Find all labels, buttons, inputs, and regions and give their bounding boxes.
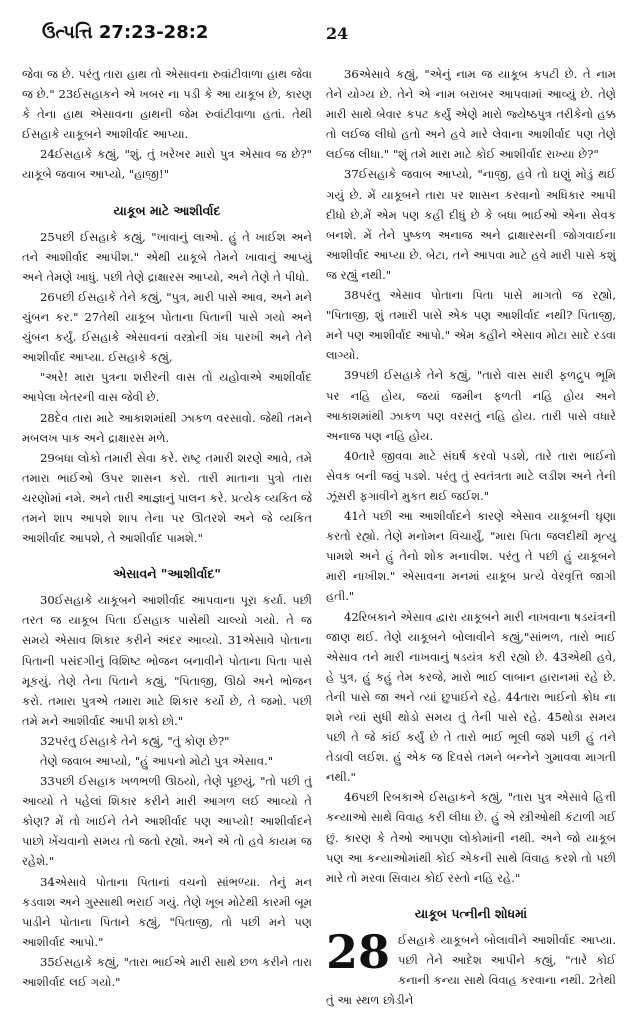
section-heading-esau-blessing: એસાવને "આશીર્વાદ" <box>113 566 221 582</box>
section-heading-blessing-jacob: યાકૂબ માટે આશીર્વાદ <box>113 202 221 218</box>
verse-paragraph: 40તારે જીવવા માટે સંઘર્ષ કરવો પડશે, તારે તારા ભાઈનો સેવક બની જવું પડશે. પરંતુ તું સ્વતંત્રતા માટે લડીશ અને તેની ઝૂંસરી ફગાવીને મુકત થઈ જઈશ." <box>326 448 616 503</box>
chapter-start-paragraph <box>326 924 616 1010</box>
verse-paragraph: જેવા જ છે. પરંતુ તારા હાથ તો એસાવના રુવાંટીવાળા હાથ જેવા જ છે." 23ઈસહાકને એ ખબર ના પડી કે આ યાકૂબ છે, કારણ કે તેના હાથ એસાવના હાથની જેમ રુવાંટીવાળા હતાં. તેથી ઈસહાકે યાકૂબને આશીર્વાદ આપ્યા. <box>22 67 312 142</box>
page-header <box>20 0 618 52</box>
verse-paragraph: તેણે જવાબ આપ્યો, "હું આપનો મોટો પુત્ર એસાવ." <box>40 754 274 768</box>
verse-paragraph: 32પરંતુ ઈસહાકે તેને કહ્યું, "તું કોણ છે?" <box>40 733 230 748</box>
page-number: 24 <box>326 24 349 43</box>
verse-paragraph: 29બધા લોકો તમારી સેવા કરે. રાષ્ટ્ર તમારી શરણે આવે, તમે તમારા ભાઈઓ ઉપર શાસન કરો. તારી માતાના પુત્રો તારા ચરણોમાં નમે. અને તારી આજ્ઞાનું પાલન કરે. પ્રત્યેક વ્યકિત જે તમને શાપ આપશે શાપ તેના પર ઊતરશે અને જે વ્યકિત આશીર્વાદ આપશે, તે આશીર્વાદ પામશે." <box>22 450 312 546</box>
verse-paragraph: 36એસાવે કહ્યું, "એનું નામ જ યાકૂબ કપટી છે. તે નામ તેને યોગ્ય છે. તેને એ નામ બરાબર આપવામાં આવ્યું છે. તેણે મારી સાથે બેવાર કપટ કર્યું એણે મારો જ્યેષ્ઠપુત્ર તરીકેનો હક્ક તો લઈજ લીધો હતો અને હવે મારે લેવાના આશીર્વાદ પણ તેણે લઈજ લીધા." "શું તમે મારા માટે કોઈ આશીર્વાદ રાખ્યા છે?" <box>326 67 616 162</box>
verse-paragraph: "અરે! મારા પુત્રના શરીરની વાસ તો યહોવાએ આશીર્વાદ આપેલા ખેતરની વાસ જેવી છે. <box>22 370 312 405</box>
verse-paragraph: 46પછી રિબકાએ ઈસહાકને કહ્યું, "તારા પુત્ર એસાવે હિત્તી કન્યાઓ સાથે વિવાહ કરી લીધા છે. હું એ સ્ત્રીઓથી કંટાળી ગઈ છું. કારણ કે તેઓ આપણા લોકોમાંની નથી. અને જો યાકૂબ પણ આ કન્યાઓમાંથી કોઈ એકની સાથે વિવાહ કરશે તો પછી મારે તો મરવા સિવાય કોઈ રસ્તો નહિ રહે." <box>326 790 616 885</box>
running-header-reference: ઉત્પત્તિ 27:23-28:2 <box>42 22 209 43</box>
verse-paragraph: 39પછી ઈસહાકે તેને કહ્યું, "તારો વાસ સારી ફળદ્રુપ ભૂમિ પર નહિ હોય, જયાં જમીન ફળતી નહિ હોય અને આકાશમાંથી ઝાકળ પણ વરસતું નહિ હોય. તારી પાસે વધારે અનાજ પણ નહિ હોય. <box>326 368 616 443</box>
verse-paragraph: 34એસાવે પોતાના પિતાનાં વચનો સાંભળ્યા. તેનું મન કડવાશ અને ગુસ્સાથી ભરાઈ ગયું. તેણે ખૂબ મોટેથી કારમી બૂમ પાડીને પોતાના પિતાને કહ્યું, "પિતાજી, તો પછી મને પણ આશીર્વાદ આપો." <box>22 874 312 949</box>
verse-paragraph: 24ઈસહાકે કહ્યું, "શું, તું ખરેખર મારો પુત્ર એસાવ જ છે?" યાકૂબે જવાબ આપ્યો, "હાજી!" <box>22 147 312 182</box>
left-column <box>22 64 312 990</box>
verse-paragraph: 25પછી ઈસહાકે કહ્યું, "ખાવાનું લાઓ. હું તે ખાઈશ અને તને આશીર્વાદ આપીશ." એથી યાકૂબે તેમને ખાવાનું આપ્યું અને તેમણે ખાધું. પછી તેણે દ્રાક્ષારસ આપ્યો, અને તેણે તે પીધો. <box>22 229 312 284</box>
section-heading-wife-search: યાકૂબ પત્નીની શોધમાં <box>414 905 528 921</box>
text-columns <box>22 64 616 1008</box>
chapter-number: 28 <box>326 924 391 979</box>
verse-paragraph: 41તે પછી આ આશીર્વાદને કારણે એસાવ યાકૂબની ઘૃણા કરતો રહ્યો. તેણે મનોમન વિચાર્યું, "મારા પિતા જલદીથી મૃત્યુ પામશે અને હું તેનો શોક મનાવીશ. પરંતુ તે પછી હું યાકૂબને મારી નાખીશ." એસાવના મનમાં યાકૂબ પ્રત્યે વેરવૃત્તિ જાગી હતી." <box>326 509 616 604</box>
verse-paragraph: 38પરંતુ એસાવ પોતાના પિતા પાસે માગતો જ રહ્યો, "પિતાજી, શું તમારી પાસે એક પણ આશીર્વાદ નથી? પિતાજી, મને પણ આશીર્વાદ આપો." એમ કહીને એસાવ મોટા સાદે રડવા લાગ્યો. <box>326 288 616 363</box>
chapter-text: ઈસહાકે યાકૂબને બોલાવીને આશીર્વાદ આપ્યા. પછી તેને આદેશ આપીને કહ્યું, "તારે કોઈ કનાની કન્યા સાથે વિવાહ કરવાના નથી. 2તેથી તું આ સ્થળ છોડીને <box>326 932 616 1008</box>
verse-paragraph: 42રિબકાને એસાવ દ્વારા યાકૂબને મારી નાખવાના ષડયંત્રની જાણ થઈ. તેણે યાકૂબને બોલાવીને કહ્યું,"સાંભળ, તારો ભાઈ એસાવ તને મારી નાખવાનું ષડયંત્ર કરી રહ્યો છે. 43એથી હવે, હે પુત્ર, હું કહું તેમ કરજે, મારો ભાઈ લાબાન હારાનમાં રહે છે. તેની પાસે જા અને ત્યાં છુપાઈને રહે. 44તારા ભાઈનો ક્રોધ ના શમે ત્યાં સુધી થોડો સમય તું તેની પાસે રહે. 45થોડા સમય પછી તે જે કાંઈ કર્યું છે તે તારો ભાઈ ભૂલી જશે પછી હું તને તેડાવી લઈશ. હું એક જ દિવસે તમને બન્નેને ગુમાવવા માગતી નથી." <box>326 609 616 785</box>
verse-paragraph: 37ઈસહાકે જવાબ આપ્યો, "નાજી, હવે તો ઘણું મોડું થઈ ગયું છે. મેં યાકૂબને તારા પર શાસન કરવાનો અધિકાર આપી દીધો છે.મેં એમ પણ કહી દીધું છે કે બધા ભાઈઓ એના સેવક બનશે. મેં તેને પુષ્કળ અનાજ અને દ્રાક્ષારસની જોગવાઈના આશીર્વાદ આપ્યા છે. બેટા, તને આપવા માટે હવે મારી પાસે કશું જ રહ્યું નથી." <box>326 167 616 282</box>
verse-paragraph: 26પછી ઈસહાકે તેને કહ્યું, "પુત્ર, મારી પાસે આવ, અને મને ચુંબન કર." 27તેથી યાકૂબ પોતાના પિતાની પાસે ગયો અને ચુંબન કર્યું. ઈસહાકે એસાવનાં વસ્ત્રોની ગંધ પારખી અને તેને આશીર્વાદ આપ્યા. ઈસહાકે કહ્યું, <box>22 289 312 365</box>
verse-paragraph: 30ઈસહાકે યાકૂબને આશીર્વાદ આપવાના પૂરા કર્યા. પછી તરત જ યાકૂબ પિતા ઈસહાક પાસેથી ચાલ્યો ગયો. તે જ સમયે એસાવ શિકાર કરીને અંદર આવ્યો. 31એસાવે પોતાના પિતાની પસંદગીનું વિશિષ્ટ ભોજન બનાવીને પોતાના પિતા પાસે મૂકયું. તેણે તેના પિતાને કહ્યું, "પિતાજી, ઊઠો અને ભોજન કરો. તમારા પુત્રએ તમારા માટે શિકાર કર્યો છે, તે જમો. પછી તમે મને આશીર્વાદ આપી શકો છો." <box>22 593 312 728</box>
verse-paragraph: 33પછી ઈસહાક ખળભળી ઊઠયો, તેણે પૂછયું, "તો પછી તું આવ્યો તે પહેલાં શિકાર કરીને મારી આગળ લઈ આવ્યો તે કોણ? મેં તો ખાઈને તેને આશીર્વાદ પણ આપ્યો! આશીર્વાદને પાછો ખેંચવાનો સમય તો જતો રહ્યો. અને એ તો હવે કાયમ જ રહેશે." <box>22 774 312 869</box>
verse-paragraph: 28દેવ તારા માટે આકાશમાંથી ઝાકળ વરસાવો. જેથી તમને મબલખ પાક અને દ્રાક્ષારસ મળે. <box>22 410 312 445</box>
verse-paragraph: 35ઈસહાકે કહ્યું, "તારા ભાઈએ મારી સાથે છળ કરીને તારા આશીર્વાદ લઈ ગયો." <box>22 954 312 990</box>
right-column <box>326 64 616 1008</box>
